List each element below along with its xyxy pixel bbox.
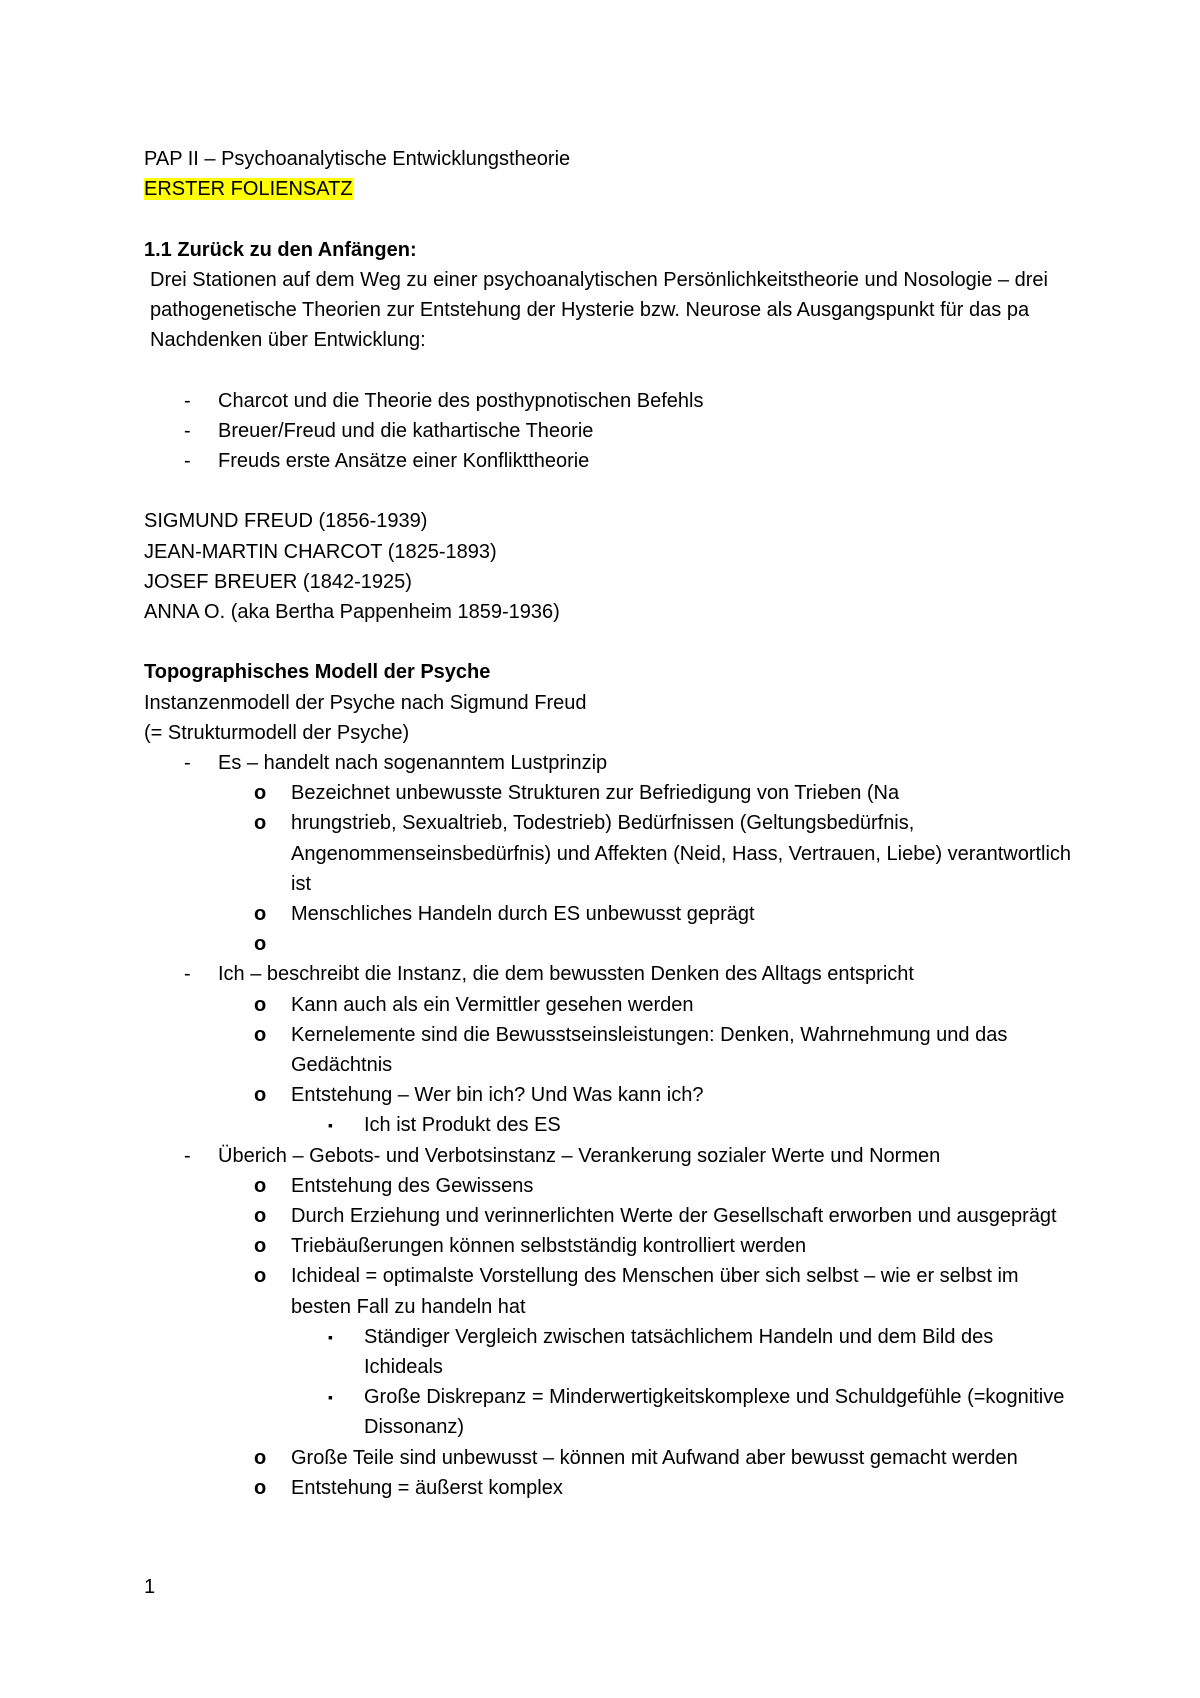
ichideal-sublist xyxy=(291,1322,1074,1443)
circle-bullet-icon: o xyxy=(254,782,267,805)
list-item: o Kernelemente sind die Bewusstseinsleistungen: Denken, Wahrnehmung und das Gedächtnis xyxy=(144,1020,1074,1080)
list-item: o Menschliches Handeln durch ES unbewusst geprägt xyxy=(144,899,1074,929)
section-heading-2: Topographisches Modell der Psyche xyxy=(144,661,491,684)
list-item: ▪ Ich ist Produkt des ES xyxy=(144,1110,1074,1140)
spacer xyxy=(144,627,1074,657)
circle-bullet-icon: o xyxy=(254,1446,267,1469)
list-item: o hrungstrieb, Sexualtrieb, Todestrieb) Bedürfnissen (Geltungsbedürfnis, Angenommenseinsbedürfnis) und Affekten (Neid, Hass, Vertrauen, Liebe) verantwortlich ist xyxy=(144,808,1074,899)
list-item: o Entstehung = äußerst komplex xyxy=(144,1473,1074,1503)
section-heading-1: 1.1 Zurück zu den Anfängen: xyxy=(144,238,417,261)
es-sublist xyxy=(218,778,1074,959)
ich-subsublist xyxy=(291,1110,1074,1140)
dash-bullet-icon: - xyxy=(184,389,191,412)
dash-bullet-icon: - xyxy=(184,450,191,472)
intro-paragraph: Drei Stationen auf dem Weg zu einer psychoanalytischen Persönlichkeitstheorie und Nosologie – drei pathogenetische Theorien zur Entstehung der Hysterie bzw. Neurose als Ausgangspunkt für das pa Nachdenken über Entwicklung: xyxy=(150,268,1048,352)
dash-bullet-icon: - xyxy=(184,963,191,986)
spacer xyxy=(144,204,1074,234)
spacer xyxy=(144,476,1074,506)
spacer xyxy=(144,355,1074,385)
dash-bullet-icon: - xyxy=(184,1144,191,1167)
circle-bullet-icon: o xyxy=(254,903,267,926)
square-bullet-icon: ▪ xyxy=(328,1117,333,1134)
list-item: o Bezeichnet unbewusste Strukturen zur Befriedigung von Trieben (Na xyxy=(144,778,1074,808)
slide-set-label xyxy=(144,174,1074,204)
person-line: JEAN-MARTIN CHARCOT (1825-1893) xyxy=(144,540,497,563)
circle-bullet-icon: o xyxy=(254,993,267,1016)
highlighted-text: ERSTER FOLIENSATZ xyxy=(144,178,353,201)
document-page xyxy=(144,144,1074,1503)
dash-bullet-icon: - xyxy=(184,752,191,774)
list-item: ▪ Ständiger Vergleich zwischen tatsächlichem Handeln und dem Bild des Ichideals xyxy=(144,1322,1074,1382)
circle-bullet-icon: o xyxy=(254,812,267,835)
list-item: ▪ Große Diskrepanz = Minderwertigkeitskomplexe und Schuldgefühle (=kognitive Dissonanz) xyxy=(144,1382,1074,1442)
dash-bullet-icon: - xyxy=(184,419,191,442)
instance-ich: - Ich – beschreibt die Instanz, die dem bewussten Denken des Alltags entspricht o Kann auch als ein Vermittler gesehen werden o Kernelemente sind die Bewusstseinsleistungen: Denken, Wahrnehmung und das Gedächtnis o Entstehung – Wer bin ich? Und Was kann ich? ▪ Ich ist Produkt des ES xyxy=(144,959,1074,1140)
document-title: PAP II – Psychoanalytische Entwicklungstheorie xyxy=(144,148,571,170)
list-item: - Freuds erste Ansätze einer Konflikttheorie xyxy=(144,446,1074,476)
list-item: o Entstehung des Gewissens xyxy=(144,1171,1074,1201)
square-bullet-icon: ▪ xyxy=(328,1389,333,1406)
ueberich-sublist xyxy=(218,1171,1074,1503)
instance-ueberich: - Überich – Gebots- und Verbotsinstanz – Verankerung sozialer Werte und Normen o Entstehung des Gewissens o Durch Erziehung und verinnerlichten Werte der Gesellschaft erworben und ausgeprägt o Triebäußerungen können selbstständig kontrolliert werden o Ichideal = optimalste Vorstellung des Menschen über sich selbst – wie er selbst im besten Fall zu handeln hat ▪ Ständiger Vergleich zwischen tatsächlichem Handeln und dem Bild des Ichideals ▪ Große Diskrepanz = Minderwertigkeitskomplexe und Schuldgefühle (=kognitive Dissonanz) o Große Teile sind unbewusst – können mit Aufwand aber bewusst gemacht werden o Entstehung = äußerst komplex xyxy=(144,1141,1074,1503)
list-item: o Durch Erziehung und verinnerlichten Werte der Gesellschaft erworben und ausgeprägt xyxy=(144,1201,1074,1231)
list-item: o Kann auch als ein Vermittler gesehen werden xyxy=(144,990,1074,1020)
person-line: SIGMUND FREUD (1856-1939) xyxy=(144,510,428,533)
circle-bullet-icon: o xyxy=(254,1235,267,1258)
page-number: 1 xyxy=(144,1576,156,1598)
subheading-line: Instanzenmodell der Psyche nach Sigmund Freud xyxy=(144,691,587,714)
circle-bullet-icon: o xyxy=(254,1084,267,1107)
stations-list xyxy=(144,386,1074,477)
list-item: - Charcot und die Theorie des posthypnotischen Befehls xyxy=(144,386,1074,416)
instance-es: - Es – handelt nach sogenanntem Lustprinzip o Bezeichnet unbewusste Strukturen zur Befriedigung von Trieben (Na o hrungstrieb, Sexualtrieb, Todestrieb) Bedürfnissen (Geltungsbedürfnis, Angenommenseinsbedürfnis) und Affekten (Neid, Hass, Vertrauen, Liebe) verantwortlich ist o Menschliches Handeln durch ES unbewusst geprägt o xyxy=(144,748,1074,959)
list-item xyxy=(144,929,1074,959)
person-line: ANNA O. (aka Bertha Pappenheim 1859-1936) xyxy=(144,601,560,623)
circle-bullet-icon: o xyxy=(254,933,267,956)
circle-bullet-icon: o xyxy=(254,1265,267,1288)
list-item: o Ichideal = optimalste Vorstellung des Menschen über sich selbst – wie er selbst im besten Fall zu handeln hat ▪ Ständiger Vergleich zwischen tatsächlichem Handeln und dem Bild des Ichideals ▪ Große Diskrepanz = Minderwertigkeitskomplexe und Schuldgefühle (=kognitive Dissonanz) xyxy=(144,1261,1074,1442)
list-item: o Triebäußerungen können selbstständig kontrolliert werden xyxy=(144,1231,1074,1261)
ich-sublist xyxy=(218,990,1074,1141)
instance-list xyxy=(144,748,1074,1503)
subheading-line: (= Strukturmodell der Psyche) xyxy=(144,721,410,744)
circle-bullet-icon: o xyxy=(254,1476,267,1499)
circle-bullet-icon: o xyxy=(254,1023,267,1046)
list-item: o Entstehung – Wer bin ich? Und Was kann ich? ▪ Ich ist Produkt des ES xyxy=(144,1080,1074,1140)
circle-bullet-icon: o xyxy=(254,1174,267,1197)
list-item: o Große Teile sind unbewusst – können mit Aufwand aber bewusst gemacht werden xyxy=(144,1443,1074,1473)
list-item: - Breuer/Freud und die kathartische Theorie xyxy=(144,416,1074,446)
square-bullet-icon: ▪ xyxy=(328,1328,333,1345)
circle-bullet-icon: o xyxy=(254,1205,267,1228)
person-line: JOSEF BREUER (1842-1925) xyxy=(144,570,412,593)
